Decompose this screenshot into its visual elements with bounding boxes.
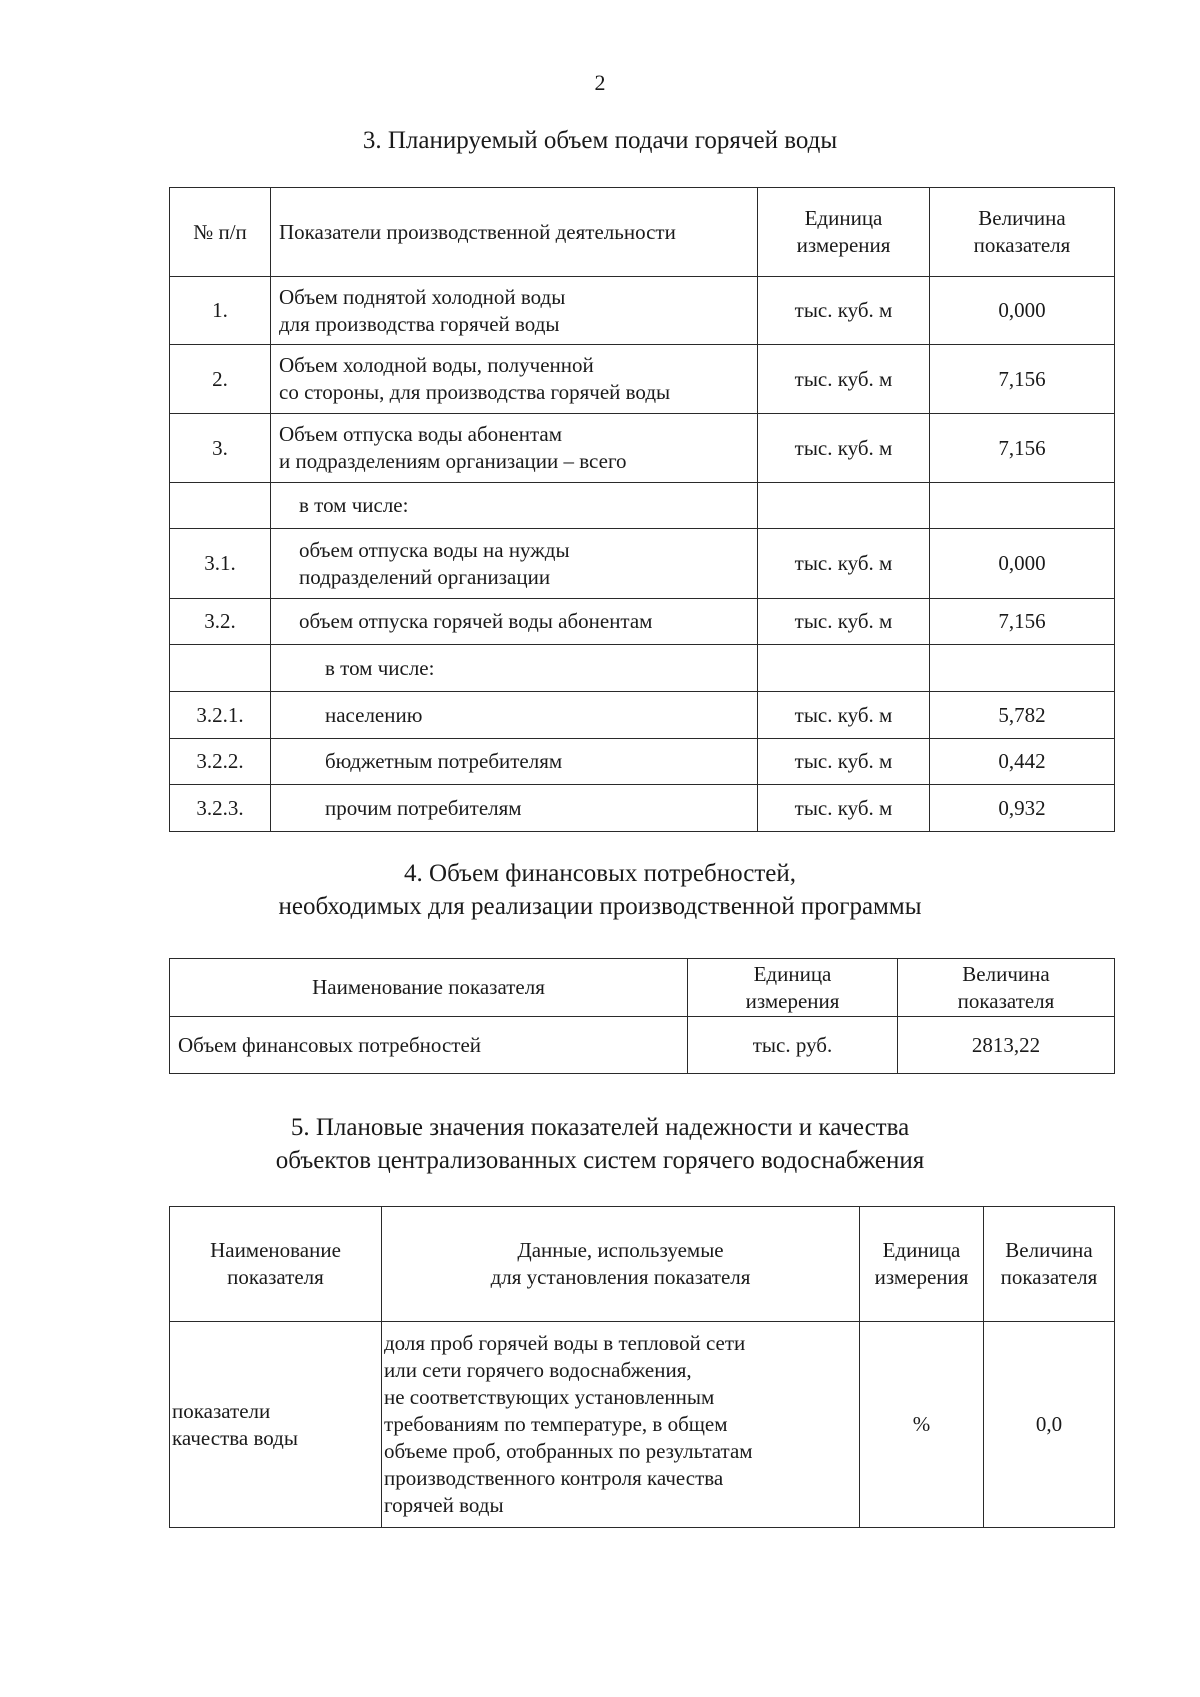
table-row bbox=[170, 692, 1115, 739]
table-row bbox=[170, 739, 1115, 785]
row-name-line-1: показатели bbox=[172, 1398, 271, 1423]
table-header-row bbox=[170, 1207, 1115, 1322]
row-unit: тыс. руб. bbox=[688, 1017, 898, 1074]
row-data-line: требованиям по температуре, в общем bbox=[384, 1412, 728, 1436]
header-value-line-2: показателя bbox=[1000, 1265, 1098, 1289]
header-unit-line-2: измерения bbox=[796, 233, 891, 257]
section-5-title bbox=[0, 1111, 1200, 1177]
row-value: 7,156 bbox=[930, 599, 1115, 645]
row-data-line: или сети горячего водоснабжения, bbox=[384, 1358, 692, 1382]
header-data-line-2: для установления показателя bbox=[490, 1265, 751, 1289]
page-number: 2 bbox=[594, 70, 606, 95]
row-data-line: производственного контроля качества bbox=[384, 1466, 724, 1490]
row-num bbox=[170, 483, 271, 529]
row-unit: тыс. куб. м bbox=[758, 345, 930, 414]
row-num: 3.2.1. bbox=[170, 692, 271, 739]
row-num: 3. bbox=[170, 414, 271, 483]
row-value: 7,156 bbox=[930, 414, 1115, 483]
section-4-title-line-2: необходимых для реализации производственной программы bbox=[278, 893, 922, 920]
row-value: 0,000 bbox=[930, 529, 1115, 599]
row-data bbox=[382, 1322, 860, 1528]
table-row bbox=[170, 345, 1115, 414]
section-3-title bbox=[0, 124, 1200, 157]
header-value bbox=[898, 959, 1115, 1017]
row-indicator: объем отпуска горячей воды абонентам bbox=[271, 599, 758, 645]
row-indicator-line-1: объем отпуска воды на нужды bbox=[299, 537, 570, 562]
section-4-title bbox=[0, 857, 1200, 923]
row-unit: тыс. куб. м bbox=[758, 414, 930, 483]
row-value: 7,156 bbox=[930, 345, 1115, 414]
header-value bbox=[930, 188, 1115, 277]
row-unit: тыс. куб. м bbox=[758, 529, 930, 599]
table-row bbox=[170, 1322, 1115, 1528]
row-num: 3.2. bbox=[170, 599, 271, 645]
row-num: 3.2.3. bbox=[170, 785, 271, 832]
header-name: Наименование показателя bbox=[170, 959, 688, 1017]
hot-water-volume-table bbox=[169, 187, 1115, 832]
row-value: 5,782 bbox=[930, 692, 1115, 739]
row-value: 0,442 bbox=[930, 739, 1115, 785]
row-indicator: в том числе: bbox=[271, 645, 758, 692]
row-num: 2. bbox=[170, 345, 271, 414]
row-unit bbox=[758, 645, 930, 692]
header-unit bbox=[688, 959, 898, 1017]
header-value bbox=[984, 1207, 1115, 1322]
row-data-line: объеме проб, отобранных по результатам bbox=[384, 1439, 753, 1463]
row-name: Объем финансовых потребностей bbox=[170, 1017, 688, 1074]
row-indicator-line-1: Объем поднятой холодной воды bbox=[279, 284, 566, 309]
header-unit-line-1: Единица bbox=[753, 961, 832, 986]
section-5-title-line-1: 5. Плановые значения показателей надежности и качества bbox=[290, 1114, 910, 1141]
financial-needs-table bbox=[169, 958, 1115, 1074]
header-value-line-2: показателя bbox=[973, 233, 1071, 257]
header-unit bbox=[860, 1207, 984, 1322]
row-num: 3.1. bbox=[170, 529, 271, 599]
table-row bbox=[170, 599, 1115, 645]
table-row bbox=[170, 277, 1115, 345]
row-indicator: бюджетным потребителям bbox=[271, 739, 758, 785]
table-row bbox=[170, 529, 1115, 599]
header-name bbox=[170, 1207, 382, 1322]
row-indicator-line-1: Объем отпуска воды абонентам bbox=[279, 422, 563, 446]
header-unit bbox=[758, 188, 930, 277]
row-unit: тыс. куб. м bbox=[758, 599, 930, 645]
row-indicator bbox=[271, 529, 758, 599]
row-unit: тыс. куб. м bbox=[758, 277, 930, 345]
row-num bbox=[170, 645, 271, 692]
reliability-quality-table bbox=[169, 1206, 1115, 1528]
row-unit bbox=[758, 483, 930, 529]
row-value: 0,0 bbox=[984, 1322, 1115, 1528]
row-indicator bbox=[271, 414, 758, 483]
row-indicator bbox=[271, 277, 758, 345]
header-value-line-2: показателя bbox=[957, 988, 1055, 1013]
header-indicator: Показатели производственной деятельности bbox=[271, 188, 758, 277]
row-unit: % bbox=[860, 1322, 984, 1528]
table-row bbox=[170, 414, 1115, 483]
row-value: 0,932 bbox=[930, 785, 1115, 832]
row-value bbox=[930, 645, 1115, 692]
row-indicator-line-2: и подразделениям организации – всего bbox=[279, 449, 627, 473]
row-indicator-line-1: Объем холодной воды, полученной bbox=[279, 353, 594, 377]
header-unit-line-1: Единица bbox=[804, 206, 883, 230]
table-row bbox=[170, 785, 1115, 832]
row-indicator: населению bbox=[271, 692, 758, 739]
row-indicator-line-2: для производства горячей воды bbox=[279, 311, 560, 336]
row-name bbox=[170, 1322, 382, 1528]
header-num: № п/п bbox=[170, 188, 271, 277]
table-row bbox=[170, 645, 1115, 692]
row-num: 3.2.2. bbox=[170, 739, 271, 785]
row-unit: тыс. куб. м bbox=[758, 785, 930, 832]
row-value: 0,000 bbox=[930, 277, 1115, 345]
header-unit-line-2: измерения bbox=[745, 988, 840, 1013]
header-value-line-1: Величина bbox=[962, 961, 1050, 986]
header-name-line-1: Наименование bbox=[210, 1238, 341, 1262]
header-data bbox=[382, 1207, 860, 1322]
row-data-line: доля проб горячей воды в тепловой сети bbox=[384, 1331, 746, 1355]
row-num: 1. bbox=[170, 277, 271, 345]
header-value-line-1: Величина bbox=[1005, 1238, 1093, 1262]
row-value: 2813,22 bbox=[898, 1017, 1115, 1074]
row-name-line-2: качества воды bbox=[172, 1425, 298, 1450]
table-header-row bbox=[170, 959, 1115, 1017]
row-indicator-line-2: подразделений организации bbox=[299, 564, 551, 589]
table-header-row bbox=[170, 188, 1115, 277]
section-4-title-line-1: 4. Объем финансовых потребностей, bbox=[404, 860, 796, 887]
header-unit-line-1: Единица bbox=[882, 1238, 961, 1262]
row-indicator bbox=[271, 345, 758, 414]
row-indicator-line-2: со стороны, для производства горячей воды bbox=[279, 380, 671, 404]
row-unit: тыс. куб. м bbox=[758, 692, 930, 739]
section-3-title-text: 3. Планируемый объем подачи горячей воды bbox=[362, 127, 838, 154]
row-indicator: в том числе: bbox=[271, 483, 758, 529]
row-unit: тыс. куб. м bbox=[758, 739, 930, 785]
row-value bbox=[930, 483, 1115, 529]
table-row bbox=[170, 1017, 1115, 1074]
row-indicator: прочим потребителям bbox=[271, 785, 758, 832]
row-data-line: горячей воды bbox=[384, 1493, 504, 1517]
row-data-line: не соответствующих установленным bbox=[384, 1385, 715, 1409]
header-unit-line-2: измерения bbox=[874, 1265, 969, 1289]
header-data-line-1: Данные, используемые bbox=[517, 1238, 724, 1262]
header-name-line-2: показателя bbox=[227, 1265, 324, 1289]
header-value-line-1: Величина bbox=[978, 206, 1066, 230]
section-5-title-line-2: объектов централизованных систем горячего водоснабжения bbox=[275, 1147, 925, 1174]
table-row bbox=[170, 483, 1115, 529]
